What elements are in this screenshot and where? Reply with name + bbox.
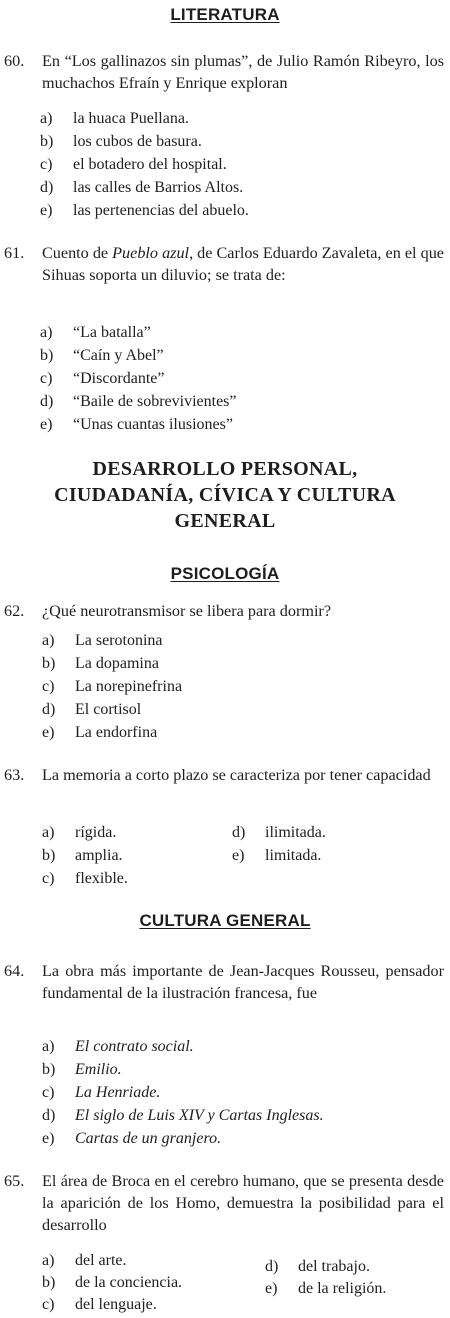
option-letter: b) (42, 655, 56, 672)
option-letter: c) (42, 1296, 55, 1313)
option-text: limitada. (265, 847, 322, 864)
question-text: La obra más importante de Jean-Jacques Rousseu, pensador fundamental de la ilustración francesa, fue (42, 962, 444, 1002)
option-letter: d) (42, 701, 56, 718)
option-letter: c) (42, 1084, 55, 1101)
option-letter: e) (40, 202, 53, 219)
option-63-e (232, 845, 321, 867)
option-text: de la religión. (298, 1280, 387, 1297)
section-heading-psicologia: PSICOLOGÍA (170, 564, 280, 583)
option-61-b (40, 345, 164, 367)
option-text: flexible. (75, 870, 128, 887)
option-63-d (232, 822, 326, 844)
question-text-end: , de Carlos Eduardo Zavaleta, en el que Sihuas soporta un diluvio; se trata de: (42, 244, 444, 284)
option-65-e (265, 1278, 386, 1300)
question-number: 61. (4, 244, 25, 262)
option-63-b (42, 845, 123, 867)
option-text: La serotonina (75, 632, 163, 649)
option-text: La norepinefrina (75, 678, 183, 695)
option-text: ilimitada. (265, 824, 326, 841)
question-number: 62. (4, 602, 25, 620)
book-title: Pueblo azul (112, 244, 190, 262)
option-text: “La batalla” (73, 324, 151, 341)
option-letter: d) (40, 179, 54, 196)
option-letter: a) (40, 324, 53, 341)
option-text: del trabajo. (298, 1258, 370, 1275)
option-letter: d) (40, 393, 54, 410)
option-65-c (42, 1294, 157, 1316)
option-letter: e) (42, 1130, 55, 1147)
option-60-b (40, 131, 202, 153)
option-63-c (42, 868, 128, 890)
option-text: del arte. (75, 1252, 127, 1269)
option-text: las calles de Barrios Altos. (73, 179, 244, 196)
option-62-a (42, 630, 163, 652)
option-61-d (40, 391, 237, 413)
section-heading-cultura-general: CULTURA GENERAL (139, 911, 311, 930)
option-text: el botadero del hospital. (73, 156, 227, 173)
option-letter: d) (42, 1107, 56, 1124)
option-text: de la conciencia. (75, 1274, 183, 1291)
option-62-d (42, 699, 141, 721)
question-text: En “Los gallinazos sin plumas”, de Julio Ramón Ribeyro, los muchachos Efraín y Enrique exploran (42, 52, 444, 92)
option-60-a (40, 108, 189, 130)
option-text: El cortisol (75, 701, 142, 718)
area-heading-line-3: GENERAL (174, 510, 276, 532)
option-61-e (40, 414, 233, 436)
option-60-c (40, 154, 227, 176)
option-text: del lenguaje. (75, 1296, 157, 1313)
option-text: “Caín y Abel” (73, 347, 164, 364)
option-letter: d) (232, 824, 246, 841)
option-letter: a) (42, 824, 55, 841)
question-number: 63. (4, 766, 25, 784)
option-64-c (42, 1082, 160, 1104)
option-letter: b) (40, 133, 54, 150)
question-text: El área de Broca en el cerebro humano, que se presenta desde la aparición de los Homo, demuestra la posibilidad para el desarrollo (42, 1172, 444, 1234)
option-text: “Baile de sobrevivientes” (73, 393, 237, 410)
option-62-c (42, 676, 182, 698)
option-text: los cubos de basura. (73, 133, 202, 150)
option-letter: e) (40, 416, 53, 433)
option-text: La Henriade. (75, 1084, 161, 1101)
option-62-b (42, 653, 159, 675)
question-number: 64. (4, 962, 25, 980)
option-letter: e) (42, 724, 55, 741)
area-heading-line-2: CIUDADANÍA, CÍVICA Y CULTURA (54, 484, 396, 506)
option-text: “Discordante” (73, 370, 165, 387)
question-text: ¿Qué neurotransmisor se libera para dormir? (42, 602, 332, 620)
option-text: Cartas de un granjero. (75, 1130, 222, 1147)
question-number: 65. (4, 1172, 25, 1190)
option-letter: b) (42, 1061, 56, 1078)
question-text-start: Cuento de (42, 244, 113, 262)
option-letter: a) (40, 110, 53, 127)
area-heading-line-1: DESARROLLO PERSONAL, (92, 458, 358, 480)
option-letter: d) (265, 1258, 279, 1275)
question-number: 60. (4, 52, 25, 70)
option-text: Emilio. (75, 1061, 122, 1078)
question-text: La memoria a corto plazo se caracteriza por tener capacidad (42, 766, 431, 784)
option-letter: b) (40, 347, 54, 364)
option-letter: a) (42, 1252, 55, 1269)
option-letter: b) (42, 1274, 56, 1291)
option-text: El siglo de Luis XIV y Cartas Inglesas. (75, 1107, 324, 1124)
option-text: “Unas cuantas ilusiones” (73, 416, 233, 433)
question-text (42, 242, 444, 286)
option-text: las pertenencias del abuelo. (73, 202, 249, 219)
option-text: amplia. (75, 847, 123, 864)
option-letter: a) (42, 632, 55, 649)
option-63-a (42, 822, 116, 844)
option-text: rígida. (75, 824, 117, 841)
option-letter: c) (40, 370, 53, 387)
option-64-a (42, 1036, 194, 1058)
option-65-d (265, 1256, 370, 1278)
option-65-b (42, 1272, 182, 1294)
option-letter: e) (232, 847, 245, 864)
option-64-b (42, 1059, 122, 1081)
option-60-d (40, 177, 243, 199)
option-letter: c) (42, 870, 55, 887)
option-64-e (42, 1128, 221, 1150)
area-heading (0, 456, 450, 534)
option-65-a (42, 1250, 127, 1272)
option-text: La dopamina (75, 655, 159, 672)
option-letter: c) (42, 678, 55, 695)
option-60-e (40, 200, 249, 222)
option-62-e (42, 722, 157, 744)
option-61-a (40, 322, 151, 344)
option-text: El contrato social. (75, 1038, 194, 1055)
section-heading-literatura: LITERATURA (170, 5, 280, 24)
option-64-d (42, 1105, 324, 1127)
option-61-c (40, 368, 165, 390)
option-text: la huaca Puellana. (73, 110, 189, 127)
option-text: La endorfina (75, 724, 158, 741)
option-letter: b) (42, 847, 56, 864)
option-letter: a) (42, 1038, 55, 1055)
option-letter: c) (40, 156, 53, 173)
option-letter: e) (265, 1280, 278, 1297)
